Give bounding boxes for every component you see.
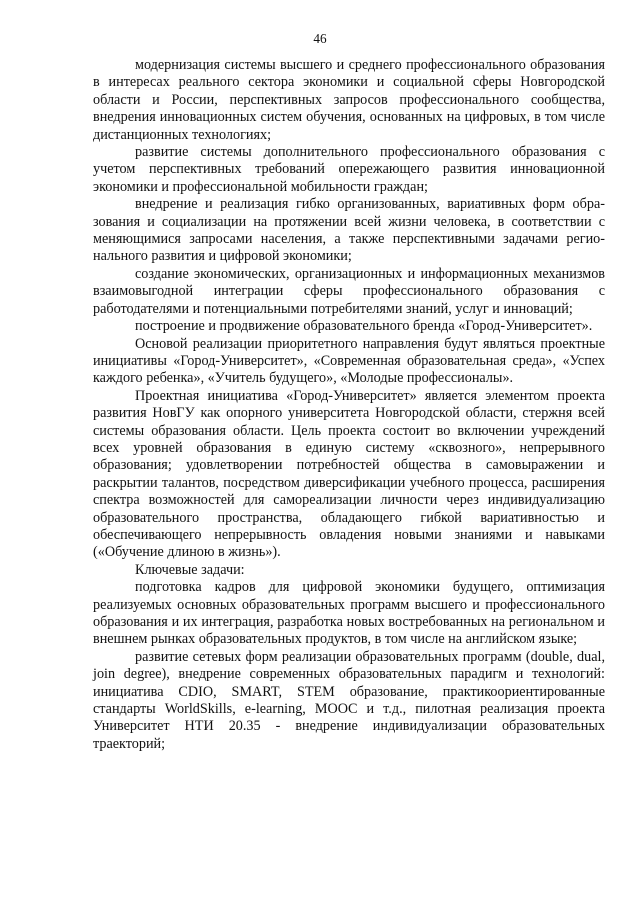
paragraph-digital-economy-training: подготовка кадров для цифровой экономики будущего, оптимизация реализуемых основных образовательных программ высшего и профессионального образования и их интеграция, разработка новых востребованных на региональном и внешнем рынках образовательных продуктов, в том числе на английском языке; bbox=[93, 579, 605, 648]
paragraph-city-university: Проектная инициатива «Город-Университет» является элементом проекта развития НовГУ как опорного университета Новгородской области, стержня всей системы образования области. Цель проекта состоит во включении учреждений всех уровней образования в единую систему «сквозного», непрерывного образования; удовлетворении потребностей общества в самовыражении и раскрытии талантов, посредством диверсификации учебного процесса, расширения спектра возможностей для самореализации личности через индивидуализацию образовательного пространства, обладающего гибкой вариативностью и обеспечивающего непрерывность овладения новыми знаниями и навыками («Обучение длиною в жизнь»). bbox=[93, 387, 605, 561]
paragraph-modernization: модернизация системы высшего и среднего профессионального образования в интересах реального сектора экономики и социальной сферы Новгородской области и России, перспективных запросов профессионального сообщества, внедрения инновационных систем обучения, основанных на цифровых, в том числе дистанционных технологиях; bbox=[93, 57, 605, 143]
paragraph-additional-education: развитие системы дополнительного профессионального образования с учетом перспективных требований опережающего развития инновационной экономики и профессиональной мобильности граждан; bbox=[93, 144, 605, 195]
body-text bbox=[93, 57, 605, 753]
paragraph-flexible-forms: внедрение и реализация гибко организованных, вариативных форм образования и социализации на протяжении всей жизни человека, в соответствии с меняющимися запросами населения, а также перспективными задачами регионального развития и цифровой экономики; bbox=[93, 196, 605, 265]
paragraph-project-initiatives: Основой реализации приоритетного направления будут являться проектные инициативы «Город-Университет», «Современная образовательная среда», «Успех каждого ребенка», «Учитель будущего», «Молодые профессионалы». bbox=[93, 335, 605, 387]
page-number: 46 bbox=[313, 31, 327, 46]
paragraph-key-tasks-heading: Ключевые задачи: bbox=[135, 561, 245, 578]
paragraph-brand: построение и продвижение образовательного бренда «Город-Университет». bbox=[135, 318, 593, 335]
paragraph-integration-mechanisms: создание экономических, организационных и информационных механизмов взаимовыгодной интеграции сферы профессионального образования с работодателями и потенциальными потребителями знаний, услуг и инноваций; bbox=[93, 265, 605, 317]
paragraph-network-programs: развитие сетевых форм реализации образовательных программ (double, dual, join degree), внедрение современных образовательных парадигм и технологий: инициатива CDIO, SMART, STEM образование, практикоориентированные стандарты WorldSkills, e-learning, MOOC и т.д., пилотная реализация проекта Университет НТИ 20.35 - внедрение индивидуализации образовательных траекторий; bbox=[93, 648, 605, 752]
